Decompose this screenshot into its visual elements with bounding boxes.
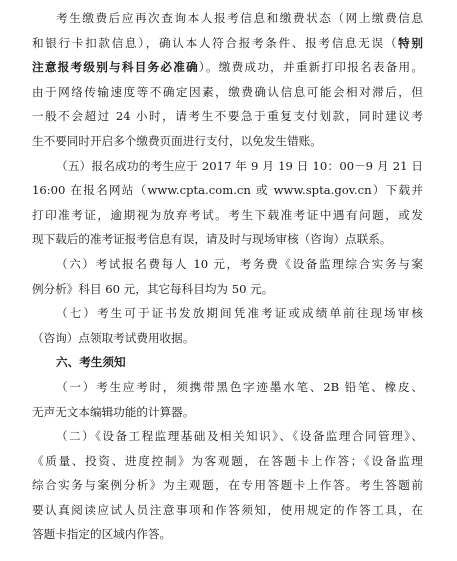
text-line: [32, 31, 423, 56]
paragraph-admission-ticket: [32, 154, 423, 252]
paragraph-exam-supplies: [32, 375, 423, 424]
text-line: 现下载后的准考证报考信息有误，请及时与现场审核（咨询）点联系。: [32, 232, 392, 247]
text-line: （二）《设备工程监理基础及相关知识》、《设备监理合同管理》、: [56, 429, 423, 444]
text-line: 例分析》科目 60 元，其它每科目均为 50 元。: [32, 281, 274, 296]
text-line: [32, 55, 423, 80]
text-line: 16:00 在报名网站（www.cpta.com.cn 或 www.spta.gov.cn）下载并: [32, 183, 423, 198]
text-line: 由于网络传输速度等不确定因素，缴费确认信息可能会相对滞后，但: [32, 84, 423, 99]
text-segment: ）。缴费成功，并重新打印报名表备用。: [198, 60, 423, 75]
text-line: 打印准考证，逾期视为放弃考试。考生下载准考证中遇有问题，或发: [32, 207, 423, 222]
text-line: （六）考试报名费每人 10 元，考务费《设备监理综合实务与案: [56, 256, 423, 271]
text-line: 《质量、投资、进度控制》为客观题，在答题卡上作答；《设备监理: [32, 453, 423, 468]
text-line: 答题卡指定的区域内作答。: [32, 527, 172, 542]
text-line: 一般不会超过 24 小时，请考生不要急于重复支付划款，同时建议考: [32, 109, 423, 124]
paragraph-fee-receipt: [32, 301, 423, 350]
text-line: （咨询）点领取考试费用收据。: [32, 330, 195, 345]
text-line: （五）报名成功的考生应于 2017 年 9 月 19 日 10：00－9 月 21 日: [56, 158, 423, 173]
text-line: （七）考生可于证书发放期间凭准考证或成绩单前往现场审核: [56, 306, 423, 321]
text-line: 生不要同时开启多个缴费页面进行支付，以免发生错账。: [32, 133, 322, 148]
paragraph-exam-fees: [32, 252, 423, 301]
paragraph-payment-confirmation: [32, 6, 423, 154]
section-heading: 六、考生须知: [56, 355, 126, 370]
text-line: 要认真阅读应试人员注意事项和作答须知，使用规定的作答工具，在: [32, 502, 423, 517]
text-line: （一）考生应考时，须携带黑色字迹墨水笔、2B 铅笔、橡皮、: [56, 379, 423, 394]
paragraph-answer-sheets: [32, 424, 423, 547]
section-heading-candidate-notice: [32, 350, 423, 375]
text-line: 综合实务与案例分析》为主观题，在专用答题卡上作答。考生答题前: [32, 478, 423, 493]
text-line: 考生缴费后应再次查询本人报考信息和缴费状态（网上缴费信息: [56, 11, 423, 25]
text-line: 无声无文本编辑功能的计算器。: [32, 404, 195, 419]
bold-text-segment: 特别: [398, 35, 423, 50]
bold-text-segment: 注意报考级别与科目务必准确: [32, 60, 199, 75]
text-segment: 和银行卡扣款信息），确认本人符合报考条件、报考信息无误（: [32, 35, 399, 50]
